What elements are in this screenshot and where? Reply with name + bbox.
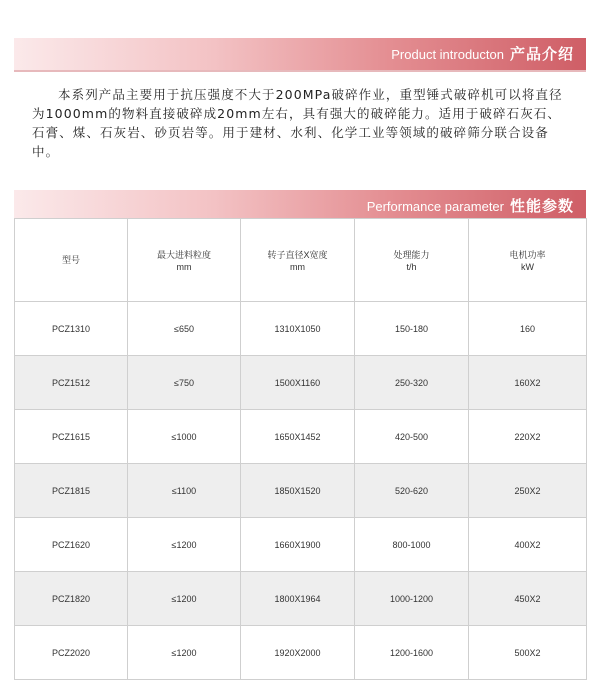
cell-capacity: 800-1000 — [355, 518, 469, 572]
cell-model: PCZ1820 — [15, 572, 128, 626]
intro-banner — [14, 38, 586, 70]
cell-capacity: 1000-1200 — [355, 572, 469, 626]
table-row — [15, 410, 587, 464]
cell-capacity: 420-500 — [355, 410, 469, 464]
cell-motor-power: 250X2 — [469, 464, 587, 518]
table-row — [15, 356, 587, 410]
params-banner-en: Performance parameter — [366, 199, 504, 214]
intro-banner-title — [391, 38, 574, 70]
cell-capacity: 520-620 — [355, 464, 469, 518]
cell-max-feed-size: ≤1200 — [128, 572, 241, 626]
cell-max-feed-size: ≤1000 — [128, 410, 241, 464]
intro-paragraph: 本系列产品主要用于抗压强度不大于200MPa破碎作业，重型锤式破碎机可以将直径为1000mm的物料直接破碎成20mm左右，具有强大的破碎能力。适用于破碎石灰石、石膏、煤、石灰岩、砂页岩等。用于建材、水利、化学工业等领域的破碎筛分联合设备中。 — [32, 86, 563, 159]
cell-motor-power: 500X2 — [469, 626, 587, 680]
table-header-row — [15, 219, 587, 302]
intro-banner-zh: 产品介绍 — [509, 45, 574, 63]
cell-model: PCZ1815 — [15, 464, 128, 518]
cell-capacity: 250-320 — [355, 356, 469, 410]
cell-max-feed-size: ≤1200 — [128, 518, 241, 572]
table-row — [15, 626, 587, 680]
cell-rotor-size: 1650X1452 — [241, 410, 355, 464]
cell-motor-power: 160 — [469, 302, 587, 356]
header-model: 型号 — [15, 219, 128, 302]
header-capacity: 处理能力 t/h — [355, 219, 469, 302]
cell-motor-power: 400X2 — [469, 518, 587, 572]
cell-rotor-size: 1500X1160 — [241, 356, 355, 410]
cell-rotor-size: 1310X1050 — [241, 302, 355, 356]
performance-table — [14, 218, 587, 680]
cell-capacity: 150-180 — [355, 302, 469, 356]
cell-rotor-size: 1920X2000 — [241, 626, 355, 680]
cell-model: PCZ1615 — [15, 410, 128, 464]
cell-max-feed-size: ≤1100 — [128, 464, 241, 518]
table-row — [15, 464, 587, 518]
cell-max-feed-size: ≤650 — [128, 302, 241, 356]
cell-capacity: 1200-1600 — [355, 626, 469, 680]
table-row — [15, 302, 587, 356]
cell-model: PCZ1620 — [15, 518, 128, 572]
cell-model: PCZ1512 — [15, 356, 128, 410]
table-row — [15, 572, 587, 626]
table-row — [15, 518, 587, 572]
header-rotor-size: 转子直径X宽度 mm — [241, 219, 355, 302]
cell-model: PCZ2020 — [15, 626, 128, 680]
params-banner-zh: 性能参数 — [509, 197, 574, 215]
cell-model: PCZ1310 — [15, 302, 128, 356]
cell-max-feed-size: ≤750 — [128, 356, 241, 410]
cell-rotor-size: 1800X1964 — [241, 572, 355, 626]
cell-motor-power: 220X2 — [469, 410, 587, 464]
header-motor-power: 电机功率 kW — [469, 219, 587, 302]
cell-rotor-size: 1850X1520 — [241, 464, 355, 518]
cell-motor-power: 160X2 — [469, 356, 587, 410]
intro-banner-en: Product introducton — [391, 47, 504, 62]
cell-max-feed-size: ≤1200 — [128, 626, 241, 680]
cell-rotor-size: 1660X1900 — [241, 518, 355, 572]
header-max-feed-size: 最大进料粒度 mm — [128, 219, 241, 302]
cell-motor-power: 450X2 — [469, 572, 587, 626]
